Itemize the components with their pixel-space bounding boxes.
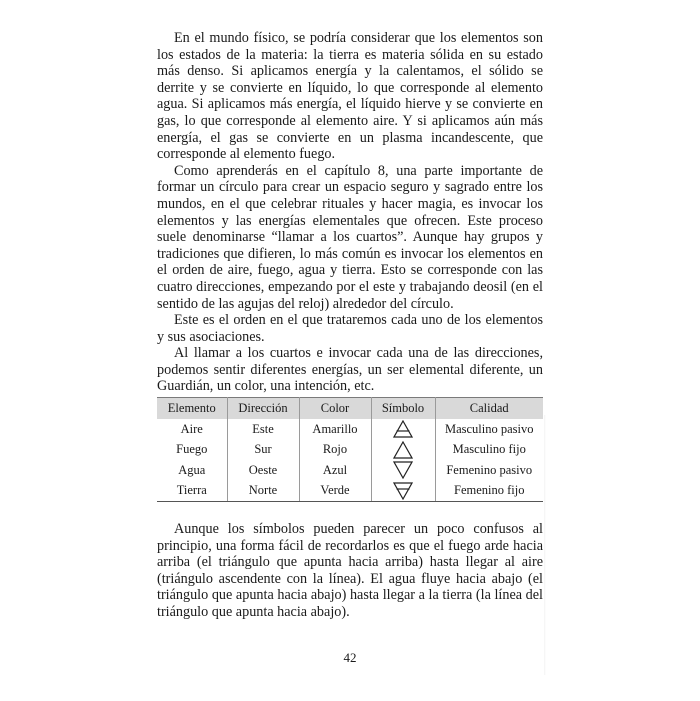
header-calidad: Calidad xyxy=(435,398,543,420)
cell-simbolo xyxy=(371,460,435,481)
page-edge-shadow xyxy=(544,415,546,675)
table-row xyxy=(157,440,543,461)
cell-elemento: Agua xyxy=(178,462,206,477)
cell-elemento: Tierra xyxy=(157,481,227,502)
cell-direccion: Oeste xyxy=(227,460,299,481)
header-simbolo: Símbolo xyxy=(371,398,435,420)
cell-simbolo xyxy=(371,440,435,461)
cell-elemento: Aire xyxy=(180,421,203,436)
cell-color: Amarillo xyxy=(299,419,371,440)
cell-direccion: Norte xyxy=(227,481,299,502)
cell-direccion: Sur xyxy=(227,440,299,461)
table-row xyxy=(157,419,543,440)
paragraph: En el mundo físico, se podría considerar que los elementos son los estados de la materia: la tierra es materia sólida en su estado más denso. Si aplicamos energía y la calentamos, el sólido se derrite y se convierte en líquido, lo que corresponde al elemento agua. Si aplicamos más energía, el líquido hierve y se convierte en gas, lo que corresponde al elemento aire. Y si aplicamos aún más energía, el gas se convierte en un plasma incandescente, que corresponde al elemento fuego. xyxy=(157,30,543,163)
cell-elemento: Fuego xyxy=(176,442,208,457)
fire-triangle-icon xyxy=(393,441,413,459)
elements-table xyxy=(157,397,543,502)
cell-color: Verde xyxy=(299,481,371,502)
cell-calidad: Masculino pasivo xyxy=(435,419,543,440)
cell-calidad: Femenino fijo xyxy=(435,481,543,502)
table-row xyxy=(157,481,543,502)
body-text-bottom xyxy=(157,521,543,621)
water-triangle-icon xyxy=(393,461,413,479)
paragraph: Aunque los símbolos pueden parecer un poco confusos al principio, una forma fácil de recordarlos es que el fuego arde hacia arriba (el triángulo que apunta hacia arriba) hasta llegar al aire (triángulo ascendente con la línea). El agua fluye hacia abajo (el triángulo que apunta hacia abajo) hasta llegar a la tierra (la línea del triángulo que apunta hacia abajo). xyxy=(157,521,543,620)
cell-calidad: Masculino fijo xyxy=(435,440,543,461)
air-triangle-icon xyxy=(393,420,413,438)
body-text-top xyxy=(157,30,543,395)
cell-color: Rojo xyxy=(299,440,371,461)
table-row xyxy=(157,460,543,481)
table-header-row xyxy=(157,398,543,420)
header-color: Color xyxy=(299,398,371,420)
cell-simbolo xyxy=(371,481,435,502)
paragraph: Como aprenderás en el capítulo 8, una parte importante de formar un círculo para crear un espacio seguro y sagrado entre los mundos, en el que celebrar rituales y hacer magia, es invocar los elementos y las energías elementales que ofrecen. Este proceso suele denominarse “llamar a los cuartos”. Aunque hay grupos y tradiciones que difieren, lo más común es invocar los elementos en el orden de aire, fuego, agua y tierra. Esto se corresponde con las cuatro direcciones, empezando por el este y trabajando deosil (en el sentido de las agujas del reloj) alrededor del círculo. xyxy=(157,162,543,312)
cell-direccion: Este xyxy=(227,419,299,440)
cell-calidad: Femenino pasivo xyxy=(435,460,543,481)
page-number: 42 xyxy=(343,650,357,665)
cell-color: Azul xyxy=(299,460,371,481)
earth-triangle-icon xyxy=(393,482,413,500)
paragraph: Este es el orden en el que trataremos cada uno de los elementos y sus asociaciones. xyxy=(157,312,543,345)
cell-simbolo xyxy=(371,419,435,440)
paragraph: Al llamar a los cuartos e invocar cada una de las direcciones, podemos sentir diferentes energías, un ser elemental diferente, un Guardián, un color, una intención, etc. xyxy=(157,345,543,395)
header-elemento: Elemento xyxy=(157,398,227,420)
header-direccion: Dirección xyxy=(227,398,299,420)
